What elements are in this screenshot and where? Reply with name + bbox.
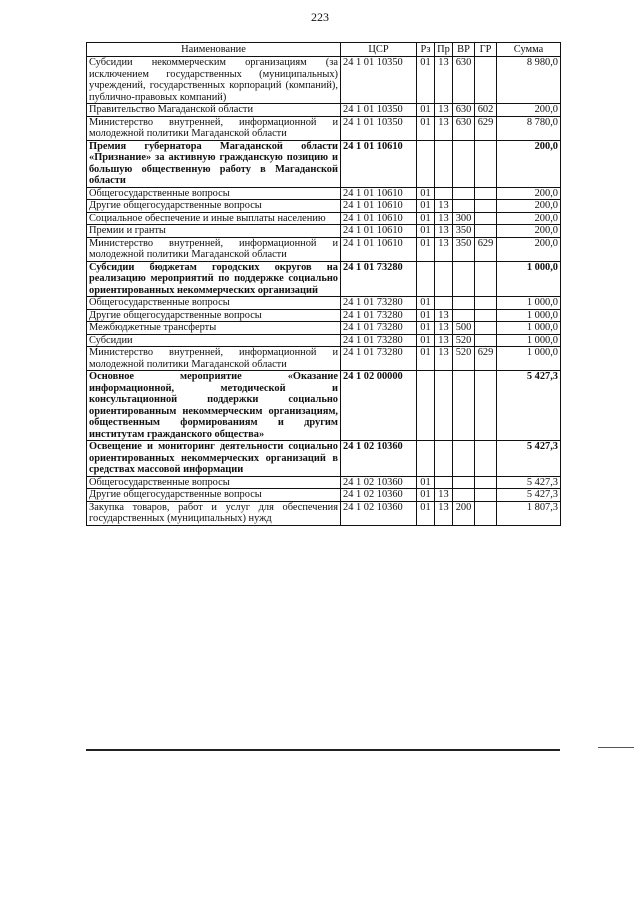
column-header-name: Наименование <box>87 43 341 57</box>
cell-pr: 13 <box>435 200 453 213</box>
cell-rz: 01 <box>417 297 435 310</box>
cell-rz: 01 <box>417 237 435 261</box>
cell-sum: 200,0 <box>497 225 561 238</box>
cell-vr: 200 <box>453 501 475 525</box>
cell-gr <box>475 371 497 441</box>
cell-rz: 01 <box>417 225 435 238</box>
cell-gr <box>475 334 497 347</box>
cell-csr: 24 1 01 10350 <box>341 104 417 117</box>
cell-rz: 01 <box>417 187 435 200</box>
cell-rz: 01 <box>417 104 435 117</box>
cell-sum: 5 427,3 <box>497 489 561 502</box>
cell-sum: 200,0 <box>497 187 561 200</box>
bottom-rule <box>86 749 560 751</box>
cell-csr: 24 1 02 10360 <box>341 489 417 502</box>
cell-rz: 01 <box>417 322 435 335</box>
table-body <box>87 57 561 526</box>
table-row <box>87 116 561 140</box>
cell-gr <box>475 441 497 477</box>
cell-gr <box>475 489 497 502</box>
cell-vr <box>453 476 475 489</box>
cell-name: Социальное обеспечение и иные выплаты населению <box>87 212 341 225</box>
cell-csr: 24 1 01 73280 <box>341 309 417 322</box>
cell-vr <box>453 200 475 213</box>
table-row <box>87 225 561 238</box>
cell-gr: 629 <box>475 347 497 371</box>
cell-name: Освещение и мониторинг деятельности социально ориентированных некоммерческих организаций в средствах массовой информации <box>87 441 341 477</box>
cell-gr: 602 <box>475 104 497 117</box>
cell-gr <box>475 200 497 213</box>
column-header-sum: Сумма <box>497 43 561 57</box>
table-row <box>87 140 561 187</box>
cell-rz <box>417 371 435 441</box>
cell-sum: 8 980,0 <box>497 57 561 104</box>
cell-csr: 24 1 02 10360 <box>341 441 417 477</box>
cell-pr: 13 <box>435 322 453 335</box>
table-row <box>87 200 561 213</box>
cell-name: Межбюджетные трансферты <box>87 322 341 335</box>
cell-rz: 01 <box>417 309 435 322</box>
cell-pr: 13 <box>435 501 453 525</box>
cell-pr <box>435 441 453 477</box>
cell-rz: 01 <box>417 116 435 140</box>
cell-sum: 1 000,0 <box>497 261 561 297</box>
cell-vr <box>453 187 475 200</box>
cell-name: Министерство внутренней, информационной и молодежной политики Магаданской области <box>87 116 341 140</box>
table-row <box>87 104 561 117</box>
cell-gr <box>475 476 497 489</box>
cell-name: Премии и гранты <box>87 225 341 238</box>
cell-name: Министерство внутренней, информационной и молодежной политики Магаданской области <box>87 347 341 371</box>
cell-csr: 24 1 01 10610 <box>341 225 417 238</box>
cell-vr <box>453 309 475 322</box>
cell-sum: 200,0 <box>497 200 561 213</box>
cell-name: Общегосударственные вопросы <box>87 476 341 489</box>
column-header-vr: ВР <box>453 43 475 57</box>
table-header-row <box>87 43 561 57</box>
page-number: 223 <box>311 10 329 24</box>
cell-pr: 13 <box>435 57 453 104</box>
column-header-csr: ЦСР <box>341 43 417 57</box>
table-row <box>87 212 561 225</box>
cell-pr <box>435 261 453 297</box>
cell-vr: 520 <box>453 347 475 371</box>
cell-name: Общегосударственные вопросы <box>87 187 341 200</box>
cell-gr <box>475 212 497 225</box>
cell-sum: 200,0 <box>497 212 561 225</box>
cell-csr: 24 1 02 00000 <box>341 371 417 441</box>
cell-sum: 1 000,0 <box>497 347 561 371</box>
cell-sum: 200,0 <box>497 237 561 261</box>
cell-name: Субсидии некоммерческим организациям (за исключением государственных (муниципальных) учреждений, государственных корпораций (компаний), публично-правовых компаний) <box>87 57 341 104</box>
cell-sum: 200,0 <box>497 140 561 187</box>
cell-rz: 01 <box>417 212 435 225</box>
cell-vr: 520 <box>453 334 475 347</box>
cell-gr <box>475 57 497 104</box>
cell-csr: 24 1 01 10610 <box>341 140 417 187</box>
table-row <box>87 309 561 322</box>
cell-rz: 01 <box>417 200 435 213</box>
table-row <box>87 501 561 525</box>
cell-sum: 1 000,0 <box>497 309 561 322</box>
cell-gr <box>475 501 497 525</box>
bottom-rule-tail <box>598 747 634 748</box>
table-row <box>87 322 561 335</box>
cell-pr <box>435 187 453 200</box>
table-row <box>87 476 561 489</box>
cell-gr: 629 <box>475 116 497 140</box>
cell-csr: 24 1 01 10610 <box>341 187 417 200</box>
cell-name: Другие общегосударственные вопросы <box>87 200 341 213</box>
cell-pr: 13 <box>435 104 453 117</box>
cell-pr: 13 <box>435 309 453 322</box>
cell-name: Правительство Магаданской области <box>87 104 341 117</box>
table-row <box>87 441 561 477</box>
cell-vr: 630 <box>453 116 475 140</box>
cell-rz <box>417 140 435 187</box>
cell-vr <box>453 261 475 297</box>
cell-vr: 500 <box>453 322 475 335</box>
cell-sum: 1 807,3 <box>497 501 561 525</box>
cell-sum: 8 780,0 <box>497 116 561 140</box>
cell-csr: 24 1 02 10360 <box>341 501 417 525</box>
cell-csr: 24 1 01 10610 <box>341 237 417 261</box>
cell-sum: 1 000,0 <box>497 334 561 347</box>
cell-name: Другие общегосударственные вопросы <box>87 309 341 322</box>
cell-gr <box>475 187 497 200</box>
table-row <box>87 297 561 310</box>
cell-gr <box>475 309 497 322</box>
cell-pr: 13 <box>435 347 453 371</box>
table-row <box>87 57 561 104</box>
cell-sum: 1 000,0 <box>497 322 561 335</box>
cell-rz: 01 <box>417 347 435 371</box>
cell-name: Закупка товаров, работ и услуг для обеспечения государственных (муниципальных) нужд <box>87 501 341 525</box>
cell-vr: 630 <box>453 57 475 104</box>
cell-vr: 630 <box>453 104 475 117</box>
cell-csr: 24 1 01 73280 <box>341 297 417 310</box>
cell-gr <box>475 225 497 238</box>
cell-name: Министерство внутренней, информационной и молодежной политики Магаданской области <box>87 237 341 261</box>
cell-rz <box>417 441 435 477</box>
cell-name: Общегосударственные вопросы <box>87 297 341 310</box>
cell-csr: 24 1 01 10350 <box>341 57 417 104</box>
cell-gr <box>475 322 497 335</box>
cell-vr <box>453 371 475 441</box>
cell-pr <box>435 140 453 187</box>
cell-csr: 24 1 01 73280 <box>341 322 417 335</box>
table-row <box>87 261 561 297</box>
cell-name: Другие общегосударственные вопросы <box>87 489 341 502</box>
cell-gr: 629 <box>475 237 497 261</box>
cell-name: Субсидии бюджетам городских округов на реализацию мероприятий по поддержке социально ориентированных некоммерческих организаций <box>87 261 341 297</box>
cell-pr <box>435 371 453 441</box>
cell-csr: 24 1 02 10360 <box>341 476 417 489</box>
cell-csr: 24 1 01 10610 <box>341 212 417 225</box>
cell-pr: 13 <box>435 225 453 238</box>
cell-pr: 13 <box>435 116 453 140</box>
budget-table <box>86 42 561 526</box>
cell-csr: 24 1 01 73280 <box>341 261 417 297</box>
table-row <box>87 489 561 502</box>
cell-pr: 13 <box>435 237 453 261</box>
cell-pr: 13 <box>435 334 453 347</box>
cell-sum: 200,0 <box>497 104 561 117</box>
table-row <box>87 187 561 200</box>
cell-pr <box>435 297 453 310</box>
cell-gr <box>475 297 497 310</box>
column-header-gr: ГР <box>475 43 497 57</box>
cell-rz <box>417 261 435 297</box>
cell-rz: 01 <box>417 334 435 347</box>
cell-vr: 350 <box>453 225 475 238</box>
cell-pr: 13 <box>435 212 453 225</box>
cell-csr: 24 1 01 10350 <box>341 116 417 140</box>
cell-csr: 24 1 01 73280 <box>341 334 417 347</box>
table-row <box>87 347 561 371</box>
cell-csr: 24 1 01 10610 <box>341 200 417 213</box>
cell-pr <box>435 476 453 489</box>
cell-rz: 01 <box>417 501 435 525</box>
cell-vr <box>453 297 475 310</box>
cell-sum: 5 427,3 <box>497 476 561 489</box>
cell-rz: 01 <box>417 57 435 104</box>
cell-sum: 5 427,3 <box>497 441 561 477</box>
column-header-rz: Рз <box>417 43 435 57</box>
cell-rz: 01 <box>417 476 435 489</box>
cell-vr <box>453 441 475 477</box>
cell-rz: 01 <box>417 489 435 502</box>
table-row <box>87 334 561 347</box>
cell-vr: 300 <box>453 212 475 225</box>
column-header-pr: Пр <box>435 43 453 57</box>
cell-name: Премия губернатора Магаданской области «Признание» за активную гражданскую позицию и большую общественную работу в Магаданской области <box>87 140 341 187</box>
cell-gr <box>475 261 497 297</box>
cell-name: Субсидии <box>87 334 341 347</box>
cell-pr: 13 <box>435 489 453 502</box>
table-row <box>87 371 561 441</box>
cell-gr <box>475 140 497 187</box>
cell-sum: 1 000,0 <box>497 297 561 310</box>
cell-vr <box>453 489 475 502</box>
table-row <box>87 237 561 261</box>
cell-vr <box>453 140 475 187</box>
cell-vr: 350 <box>453 237 475 261</box>
cell-sum: 5 427,3 <box>497 371 561 441</box>
cell-csr: 24 1 01 73280 <box>341 347 417 371</box>
cell-name: Основное мероприятие «Оказание информационной, методической и консультационной поддержки социально ориентированным некоммерческим организациям, общественным формированиям и другим институтам гражданского общества» <box>87 371 341 441</box>
